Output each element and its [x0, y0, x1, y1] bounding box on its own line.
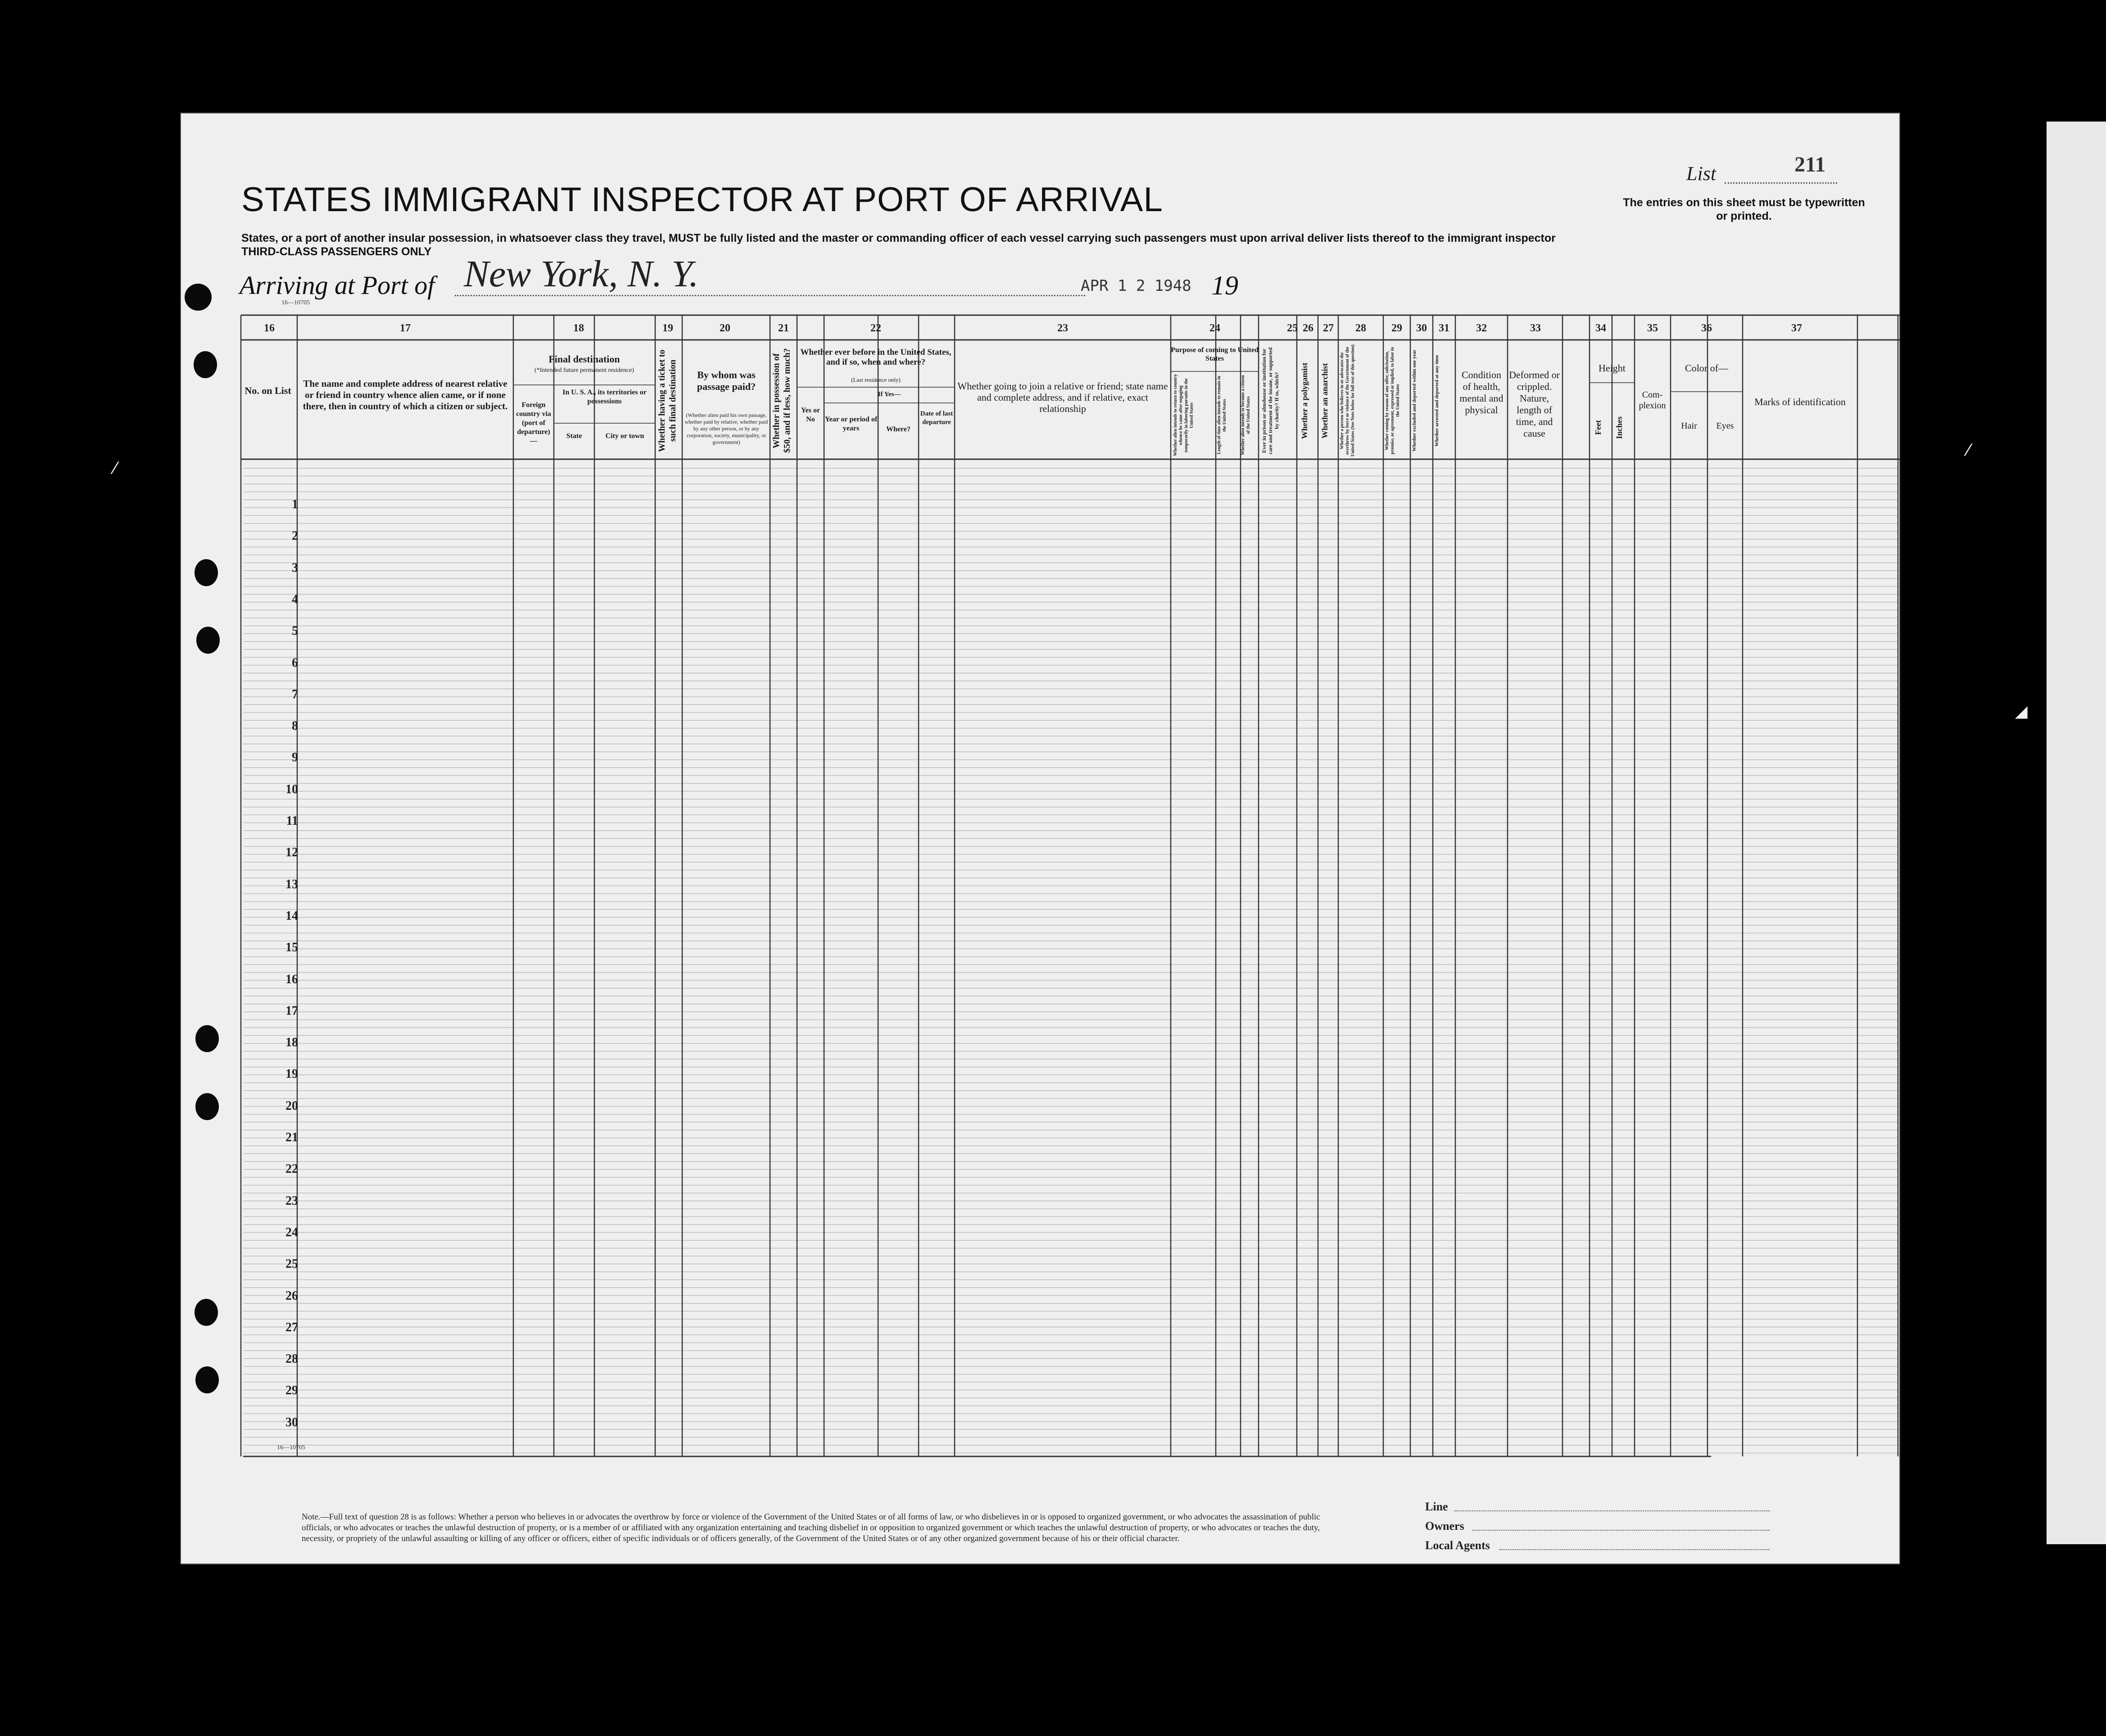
col33-header: Deformed or crippled. Nature, length of time, and cause	[1508, 369, 1560, 439]
row-number: 25	[285, 1257, 298, 1271]
column-number: 16	[264, 322, 275, 334]
line-field	[1454, 1510, 1770, 1511]
col16-header: No. on List	[245, 385, 291, 396]
col29-header: Whether coming by reason of any offer, solicitation, promise, or agreement, expressed or implied, to labor in the United States	[1385, 347, 1400, 455]
column-number: 20	[720, 322, 730, 334]
row-number: 30	[285, 1415, 298, 1429]
scan-mark: ⁄	[113, 459, 117, 478]
row-number: 1	[292, 497, 298, 511]
col34-header: Height	[1599, 362, 1626, 374]
col28-header: Whether a person who believes in or advocates the overthrow by force or violence of the Government of the United States (See Note below for full text of this question)	[1340, 344, 1355, 457]
col24b-header: Length of time alien intends to remain in the United States	[1217, 376, 1227, 455]
row-number: 28	[285, 1352, 298, 1366]
col18-subtitle: (*Intended future permanent residence)	[534, 367, 634, 374]
col18-usa-header: In U. S. A., its territories or possessions	[562, 389, 647, 405]
col18-state-header: State	[566, 432, 582, 440]
document-title: STATES IMMIGRANT INSPECTOR AT PORT OF ARRIVAL	[241, 181, 1163, 219]
col18-foreign-header: Foreign country via (port of departure)—	[516, 401, 551, 445]
row-number: 5	[292, 624, 298, 638]
col36-title: Color of—	[1685, 362, 1728, 374]
row-number: 8	[292, 719, 298, 733]
list-number: 211	[1794, 153, 1826, 176]
owners-field	[1472, 1530, 1770, 1531]
adjacent-page-strip	[2047, 122, 2106, 1544]
row-number: 11	[286, 814, 298, 828]
scan-mark: ⁄	[1967, 441, 1970, 460]
row-number: 14	[285, 909, 298, 923]
owners-label: Owners	[1425, 1519, 1464, 1533]
column-number: 23	[1057, 322, 1068, 334]
column-number: 19	[662, 322, 673, 334]
row-number: 12	[285, 845, 298, 860]
binder-hole	[195, 1093, 219, 1120]
binder-hole	[194, 351, 217, 378]
col20-subheader: (Whether alien paid his own passage, whether paid by relative, whether paid by any other person, or by any corporation, society, municipality, or government)	[684, 412, 768, 445]
arriving-label: Arriving at Port of	[240, 271, 435, 300]
column-number: 28	[1355, 322, 1366, 334]
column-number: 34	[1595, 322, 1606, 334]
col32-header: Condition of health, mental and physical	[1459, 369, 1504, 416]
column-number: 22	[870, 322, 881, 334]
col31-header: Whether arrested and deported at any time	[1434, 355, 1440, 447]
col30-header: Whether excluded and deported within one year	[1412, 349, 1417, 452]
col20-header: By whom was passage paid?	[697, 369, 756, 392]
col17-header: The name and complete address of nearest relative or friend in country whence alien came, or if none there, then in country of which a citizen or subject.	[303, 378, 508, 411]
date-stamp: APR 1 2 1948	[1081, 277, 1191, 295]
row-number: 24	[285, 1225, 298, 1239]
col22-ifyes: If Yes—	[878, 391, 901, 398]
row-number: 29	[285, 1383, 298, 1398]
col22-year-header: Year or period of years	[824, 416, 878, 432]
column-number: 32	[1476, 322, 1487, 334]
row-number: 21	[285, 1130, 298, 1144]
column-number: 24	[1209, 322, 1220, 334]
column-number: 37	[1791, 322, 1802, 334]
footnote-question-28: Note.—Full text of question 28 is as follows: Whether a person who believes in or advocates the overthrow by force or violence of the Government of the United States or of all forms of law, or who disbelieves in or is opposed to organized government, or who advocates the assassination of public officials, or who advocates or teaches the unlawful destruction of property, or is a member of or affiliated with any organization entertaining and teaching disbelief in or opposition to organized government or which teaches the unlawful destruction of property, or who advocates or teaches the duty, necessity, or propriety of the unlawful assaulting or killing of any officer or officers, either of specific individuals or of officers generally, of the Government of the United States or of any other organized government because of his or their official character.	[302, 1512, 1320, 1543]
binder-hole	[185, 284, 212, 311]
row-number: 26	[285, 1288, 298, 1303]
binder-hole	[195, 559, 218, 586]
row-number: 27	[285, 1320, 298, 1334]
col34-inches-header: Inches	[1615, 416, 1624, 439]
col36-hair-header: Hair	[1681, 421, 1697, 431]
col18-title: Final destination	[548, 353, 620, 365]
column-number: 17	[400, 322, 411, 334]
col21-header: Whether in possession of $50, and if less, how much?	[771, 348, 792, 453]
form-number-bottom: 16—10705	[277, 1444, 305, 1451]
row-number: 17	[285, 1004, 298, 1018]
col35-header: Com- plexion	[1639, 390, 1666, 411]
col22-title: Whether ever before in the United States, and if so, when and where?	[800, 348, 951, 367]
row-number: 4	[292, 592, 298, 606]
col22-subtitle: (Last residence only)	[851, 376, 901, 383]
col22-where-header: Where?	[886, 425, 910, 433]
col36-eyes-header: Eyes	[1716, 421, 1734, 431]
passenger-class: THIRD-CLASS PASSENGERS ONLY	[241, 245, 432, 258]
list-label: List	[1686, 163, 1717, 185]
column-number: 27	[1323, 322, 1334, 334]
instructions-text: States, or a port of another insular possession, in whatsoever class they travel, MUST be fully listed and the master or commanding officer of each vessel carrying such passengers must upon arrival deliver lists thereof to the immigrant inspector	[241, 232, 1556, 244]
col23-header: Whether going to join a relative or friend; state name and complete address, and if relative, exact relationship	[957, 380, 1168, 414]
column-number: 36	[1701, 322, 1712, 334]
column-number: 31	[1439, 322, 1449, 334]
entries-note: The entries on this sheet must be typewritten or printed.	[1623, 196, 1865, 222]
col18-city-header: City or town	[605, 432, 644, 440]
col22-yesno-header: Yes or No	[801, 407, 820, 423]
row-number: 9	[292, 750, 298, 765]
row-number: 20	[285, 1099, 298, 1113]
col24a-header: Whether alien intends to return to country whence he came after engaging temporarily in laboring pursuits in the United States	[1173, 374, 1194, 457]
col19-header: Whether having a ticket to such final destination	[657, 349, 678, 452]
binder-hole	[195, 1299, 218, 1326]
column-number: 25	[1287, 322, 1298, 334]
line-label: Line	[1425, 1500, 1448, 1513]
row-number: 2	[292, 529, 298, 543]
col24-title: Purpose of coming to United States	[1171, 346, 1259, 362]
column-number: 21	[778, 322, 789, 334]
row-number: 15	[285, 940, 298, 955]
binder-hole	[195, 1366, 219, 1393]
col26-header: Whether a polygamist	[1300, 362, 1309, 439]
row-number: 6	[292, 656, 298, 670]
row-number: 10	[285, 782, 298, 796]
local-agents-field	[1499, 1549, 1770, 1550]
column-number: 33	[1530, 322, 1541, 334]
scan-mark: ◢	[2015, 702, 2028, 721]
row-number: 23	[285, 1194, 298, 1208]
row-number: 7	[292, 687, 298, 701]
row-number: 3	[292, 561, 298, 575]
port-handwritten: New York, N. Y.	[464, 253, 699, 295]
row-number: 16	[285, 972, 298, 986]
form-number-top: 16—10705	[281, 299, 310, 306]
column-number: 29	[1391, 322, 1402, 334]
local-agents-label: Local Agents	[1425, 1539, 1490, 1552]
binder-hole	[196, 627, 220, 654]
col37-header: Marks of identification	[1754, 396, 1846, 407]
col24c-header: Whether alien intends to become a citizen of the United States	[1241, 375, 1251, 456]
col27-header: Whether an anarchist	[1320, 363, 1329, 439]
row-number: 13	[285, 877, 298, 891]
row-number: 19	[285, 1067, 298, 1081]
column-number: 26	[1303, 322, 1313, 334]
col22-date-header: Date of last departure	[920, 410, 953, 426]
col34-feet-header: Feet	[1594, 420, 1603, 435]
col25-header: Ever in prison or almshouse or institution for care and treatment of the insane, or supported by charity? If so, which?	[1261, 347, 1280, 454]
binder-hole	[195, 1025, 219, 1052]
row-number: 18	[285, 1035, 298, 1050]
year-prefix: 19	[1211, 271, 1238, 300]
manifest-page	[180, 113, 1900, 1564]
column-number: 30	[1416, 322, 1427, 334]
column-number: 35	[1647, 322, 1658, 334]
column-number: 18	[573, 322, 584, 334]
row-number: 22	[285, 1162, 298, 1176]
